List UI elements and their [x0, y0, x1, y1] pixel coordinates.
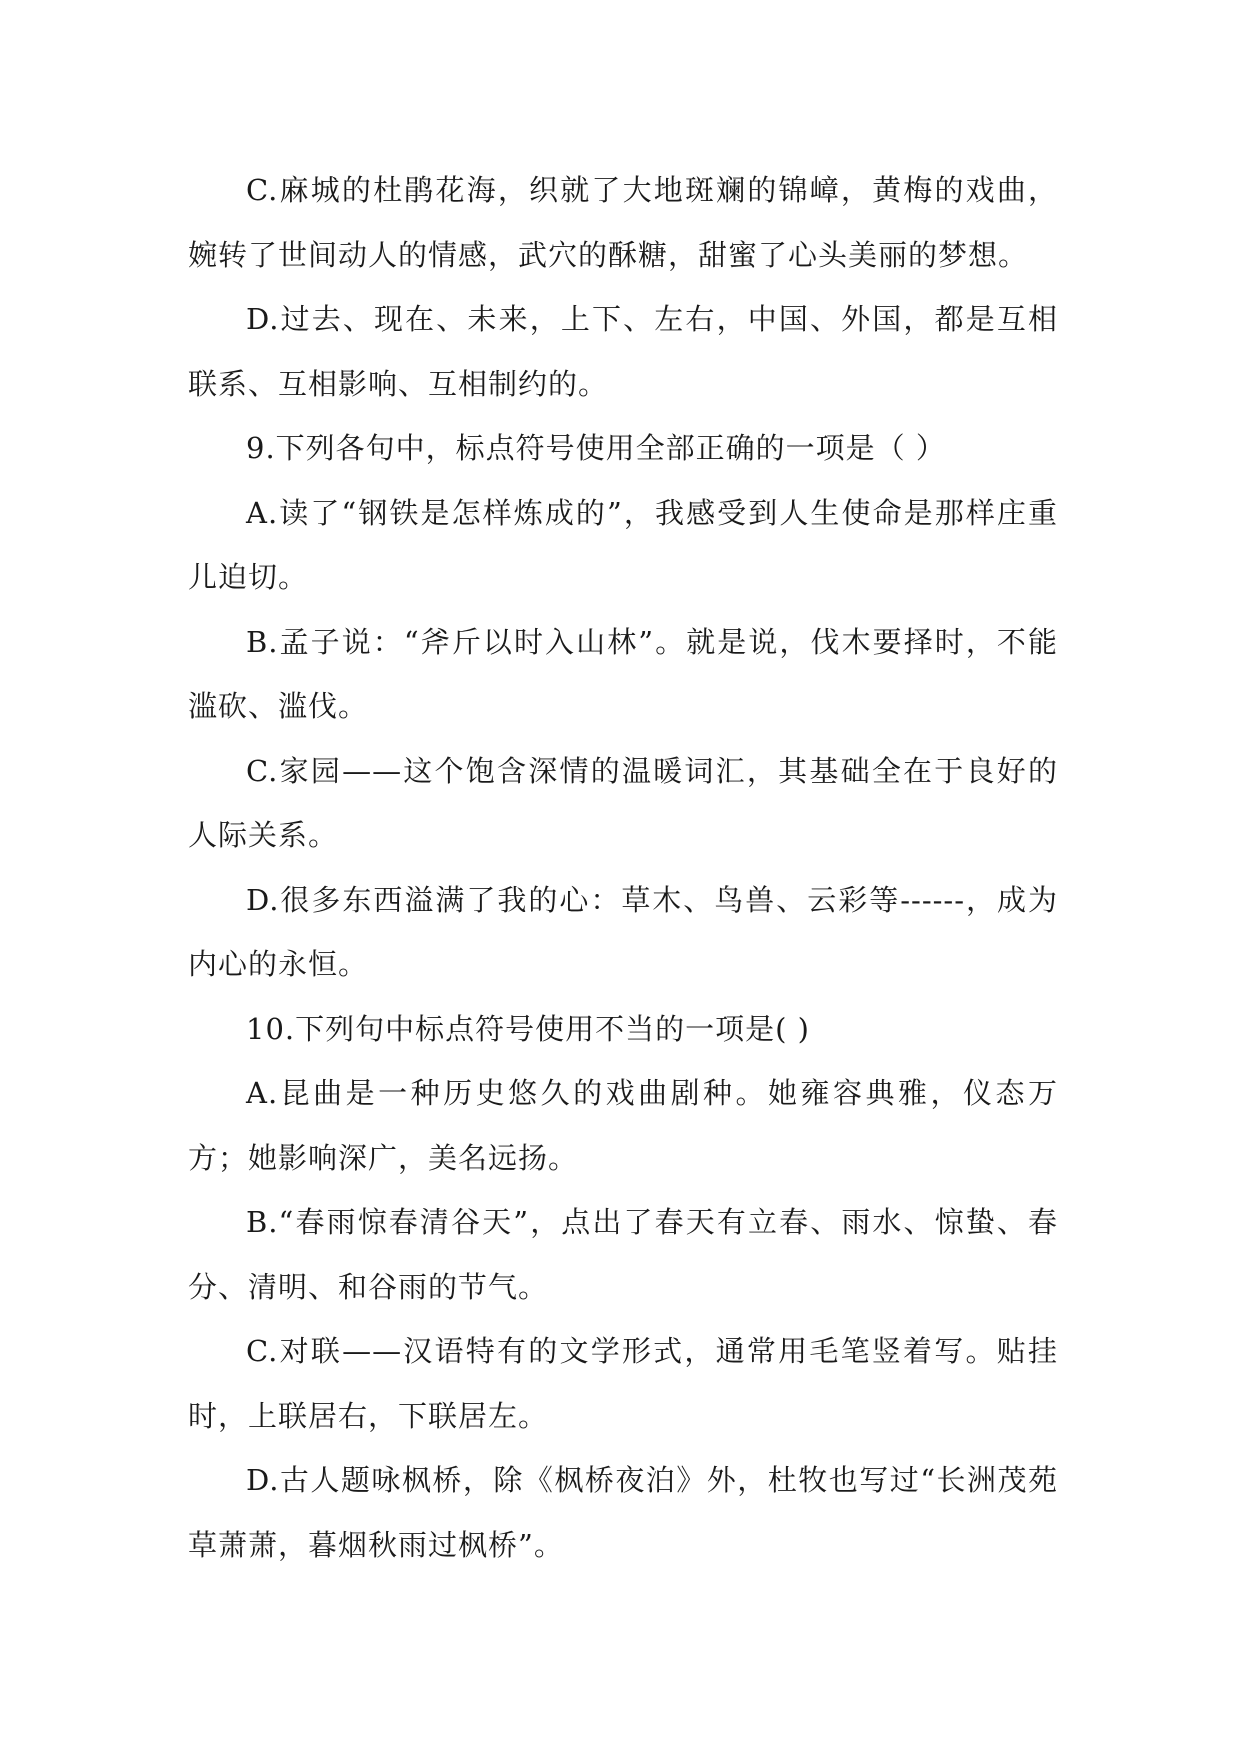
option-10d-text: D.古人题咏枫桥，除《枫桥夜泊》外，杜牧也写过“长洲茂苑草萧萧，暮烟秋雨过枫桥”。: [188, 1463, 1058, 1562]
option-10a-text: A.昆曲是一种历史悠久的戏曲剧种。她雍容典雅，仪态万方；她影响深广，美名远扬。: [188, 1076, 1058, 1175]
option-9a-text: A.读了“钢铁是怎样炼成的”，我感受到人生使命是那样庄重儿迫切。: [188, 495, 1058, 594]
option-8d-text: D.过去、现在、未来，上下、左右，中国、外国，都是互相联系、互相影响、互相制约的。: [188, 302, 1058, 401]
option-10c-text: C.对联——汉语特有的文学形式，通常用毛笔竖着写。贴挂时，上联居右，下联居左。: [188, 1334, 1058, 1433]
option-9c-text: C.家园——这个饱含深情的温暖词汇，其基础全在于良好的人际关系。: [188, 753, 1058, 852]
question-9-stem: 9.下列各句中，标点符号使用全部正确的一项是（ ）: [246, 431, 946, 465]
option-9d-text: D.很多东西溢满了我的心：草木、鸟兽、云彩等------，成为内心的永恒。: [188, 882, 1058, 981]
question-10-stem: 10.下列句中标点符号使用不当的一项是( ): [246, 1011, 810, 1046]
option-8c-text: C.麻城的杜鹃花海，织就了大地斑斓的锦嶂，黄梅的戏曲，婉转了世间动人的情感，武穴的酥糖，甜蜜了心头美丽的梦想。: [188, 173, 1058, 272]
option-10b-text: B.“春雨惊春清谷天”，点出了春天有立春、雨水、惊蛰、春分、清明、和谷雨的节气。: [188, 1205, 1058, 1304]
option-9b-text: B.孟子说：“斧斤以时入山林”。就是说，伐木要择时，不能滥砍、滥伐。: [188, 624, 1058, 723]
document-body: [188, 158, 1058, 1577]
